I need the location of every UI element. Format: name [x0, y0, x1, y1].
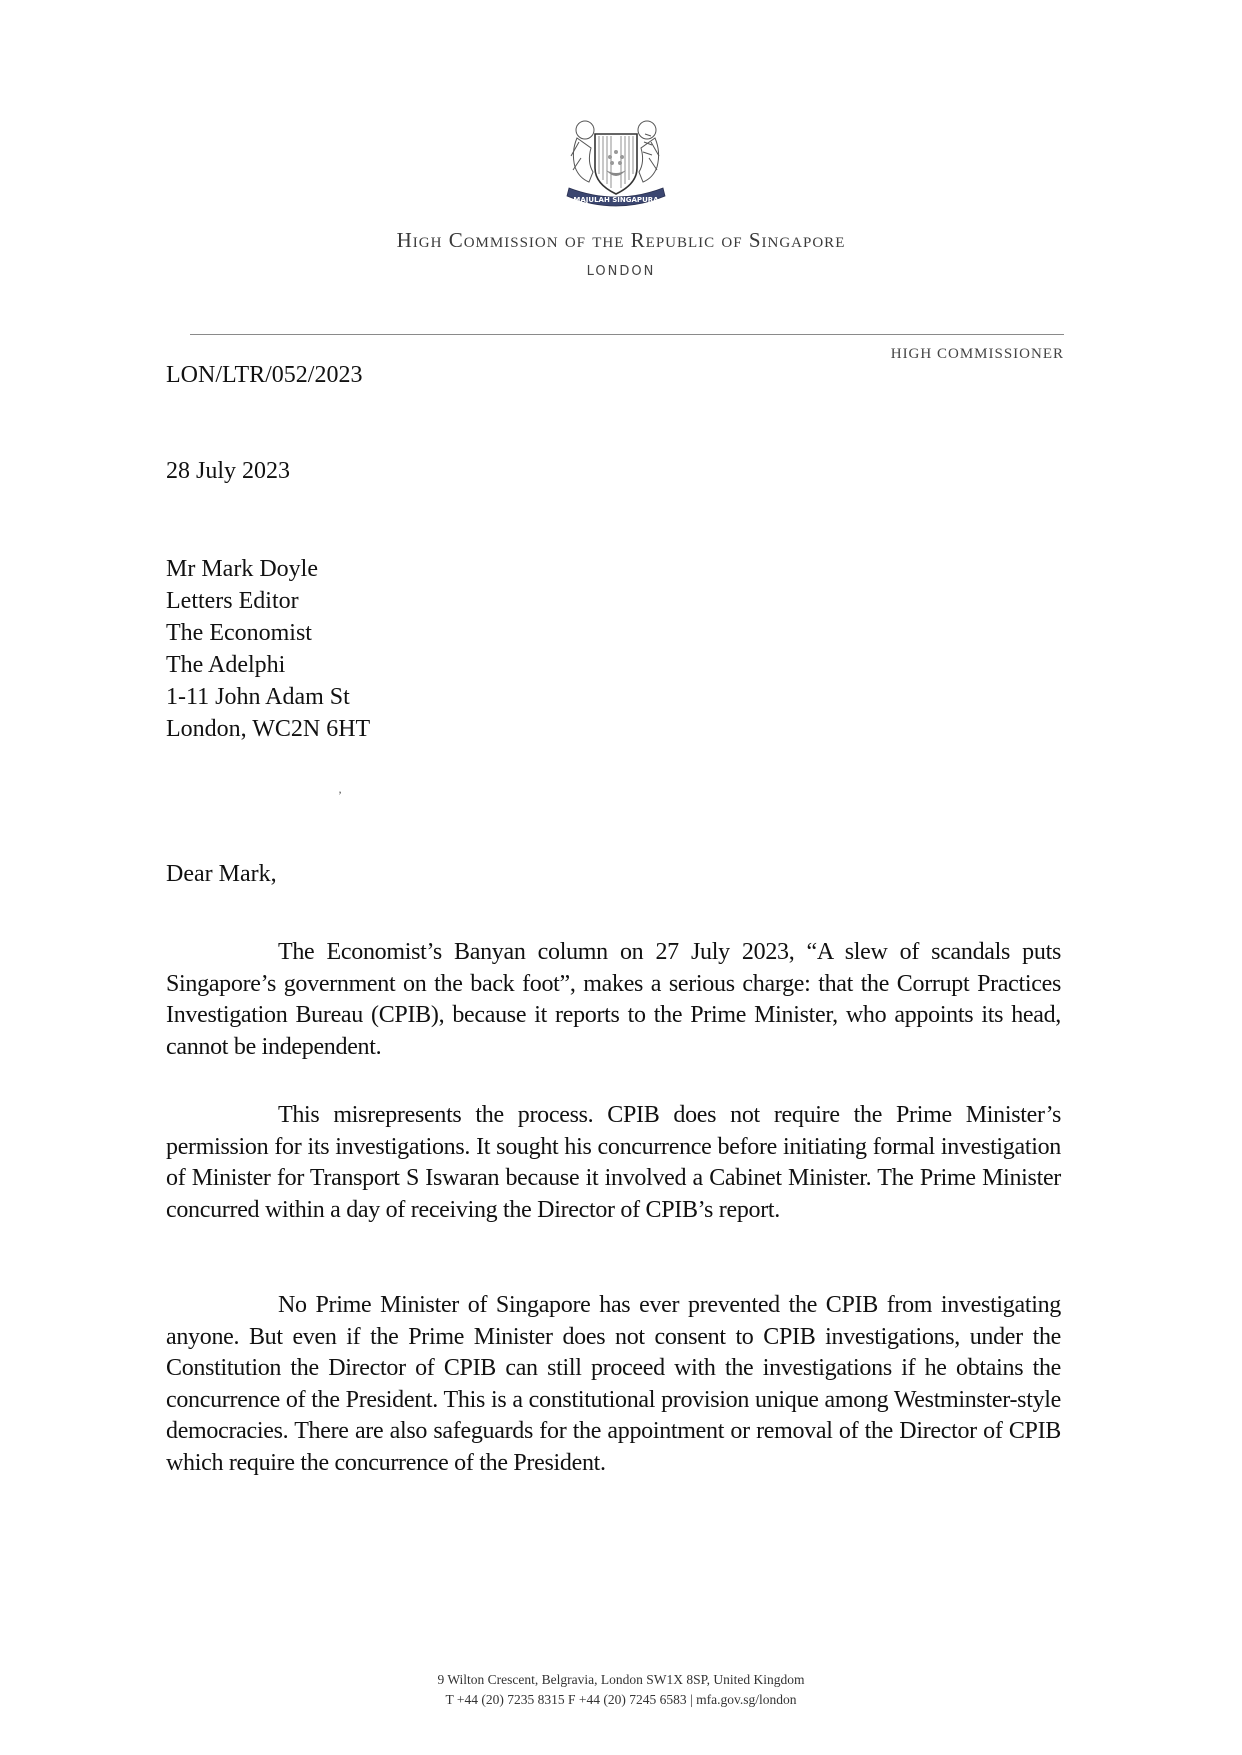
- recipient-street: 1-11 John Adam St: [166, 684, 350, 710]
- recipient-organization: The Economist: [166, 620, 312, 646]
- recipient-address: [166, 553, 370, 745]
- recipient-building: The Adelphi: [166, 652, 286, 678]
- recipient-city: London, WC2N 6HT: [166, 716, 371, 742]
- office-title: HIGH COMMISSIONER: [890, 346, 1064, 362]
- recipient-name: Mr Mark Doyle: [166, 556, 318, 582]
- letter-date: 28 July 2023: [166, 458, 291, 484]
- letterhead-divider: [190, 334, 1064, 335]
- footer-contact: T +44 (20) 7235 8315 F +44 (20) 7245 6583 | mfa.gov.sg/london: [445, 1692, 797, 1707]
- crest-motto: MAJULAH SINGAPURA: [573, 196, 659, 204]
- organization-name: High Commission of the Republic of Singapore: [396, 228, 846, 252]
- body-paragraph: The Economist’s Banyan column on 27 July 2023, “A slew of scandals puts Singapore’s government on the back foot”, makes a serious charge: that the Corrupt Practices Investigation Bureau (CPIB), because it reports to the Prime Minister, who appoints its head, cannot be independent.: [166, 939, 1061, 1060]
- organization-city: LONDON: [586, 264, 656, 279]
- body-paragraph: No Prime Minister of Singapore has ever prevented the CPIB from investigating anyone. But even if the Prime Minister does not consent to CPIB investigations, under the Constitution the Director of CPIB can still proceed with the investigations if he obtains the concurrence of the President. This is a constitutional provision unique among Westminster-style democracies. There are also safeguards for the appointment or removal of the Director of CPIB which require the concurrence of the President.: [166, 1292, 1061, 1476]
- salutation: Dear Mark,: [166, 861, 277, 887]
- footer-address: 9 Wilton Crescent, Belgravia, London SW1X 8SP, United Kingdom: [437, 1672, 805, 1687]
- body-paragraph: This misrepresents the process. CPIB does not require the Prime Minister’s permission for its investigations. It sought his concurrence before initiating formal investigation of Minister for Transport S Iswaran because it involved a Cabinet Minister. The Prime Minister concurred within a day of receiving the Director of CPIB’s report.: [166, 1102, 1061, 1223]
- recipient-title: Letters Editor: [166, 588, 299, 614]
- singapore-coat-of-arms-icon: [561, 112, 671, 212]
- stray-mark: ’: [338, 788, 342, 802]
- letter-reference: LON/LTR/052/2023: [166, 362, 363, 388]
